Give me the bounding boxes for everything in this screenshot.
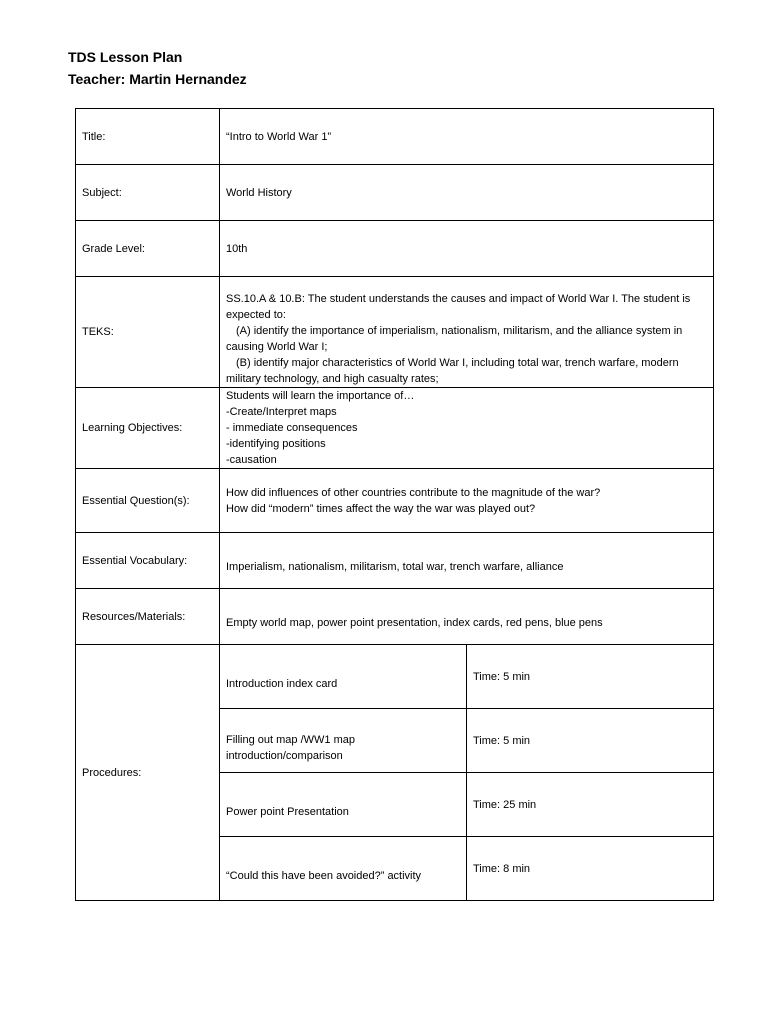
label-questions: Essential Question(s): [76, 469, 220, 533]
label-grade: Grade Level: [76, 221, 220, 277]
row-objectives [76, 388, 714, 469]
objective-intro: Students will learn the importance of… [226, 390, 415, 402]
row-subject [76, 165, 714, 221]
objective-item: - immediate consequences [226, 422, 358, 434]
row-teks [76, 277, 714, 388]
label-resources: Resources/Materials: [76, 589, 220, 645]
teacher-name: Teacher: Martin Hernandez [68, 71, 247, 87]
value-subject: World History [220, 165, 714, 221]
label-title: Title: [76, 109, 220, 165]
value-title: “Intro to World War 1” [220, 109, 714, 165]
label-procedures: Procedures: [76, 645, 220, 901]
objective-item: -Create/Interpret maps [226, 406, 337, 418]
procedure-time: Time: 25 min [467, 773, 714, 837]
lesson-plan-table [75, 108, 714, 901]
essential-question-2: How did “modern” times affect the way the war was played out? [226, 502, 536, 515]
procedure-time: Time: 5 min [467, 709, 714, 773]
value-grade: 10th [220, 221, 714, 277]
label-objectives: Learning Objectives: [76, 388, 220, 469]
procedure-activity: Introduction index card [220, 645, 467, 709]
teks-item-a: (A) identify the importance of imperialism, nationalism, militarism, and the alliance system in causing World War I; [226, 325, 683, 353]
teks-standard: SS.10.A & 10.B: The student understands the causes and impact of World War I. The student is expected to: [226, 293, 691, 321]
value-vocabulary: Imperialism, nationalism, militarism, total war, trench warfare, alliance [220, 533, 714, 589]
value-resources: Empty world map, power point presentation, index cards, red pens, blue pens [220, 589, 714, 645]
value-questions [220, 469, 714, 533]
objective-item: -causation [226, 454, 277, 466]
procedure-time: Time: 8 min [467, 837, 714, 901]
row-title [76, 109, 714, 165]
procedure-activity: Filling out map /WW1 map introduction/comparison [220, 709, 467, 773]
objective-item: -identifying positions [226, 438, 326, 450]
document-title: TDS Lesson Plan [68, 49, 183, 65]
procedure-activity: “Could this have been avoided?” activity [220, 837, 467, 901]
label-subject: Subject: [76, 165, 220, 221]
row-resources [76, 589, 714, 645]
row-grade [76, 221, 714, 277]
document-header [68, 46, 247, 90]
value-objectives [220, 388, 714, 469]
teks-item-b: (B) identify major characteristics of World War I, including total war, trench warfare, modern military technology, and high casualty rates; [226, 357, 679, 385]
procedure-time: Time: 5 min [467, 645, 714, 709]
label-vocabulary: Essential Vocabulary: [76, 533, 220, 589]
label-teks: TEKS: [76, 277, 220, 388]
procedure-row [76, 645, 714, 709]
essential-question-1: How did influences of other countries contribute to the magnitude of the war? [226, 486, 601, 499]
procedure-activity: Power point Presentation [220, 773, 467, 837]
value-teks [220, 277, 714, 388]
row-vocabulary [76, 533, 714, 589]
row-questions [76, 469, 714, 533]
